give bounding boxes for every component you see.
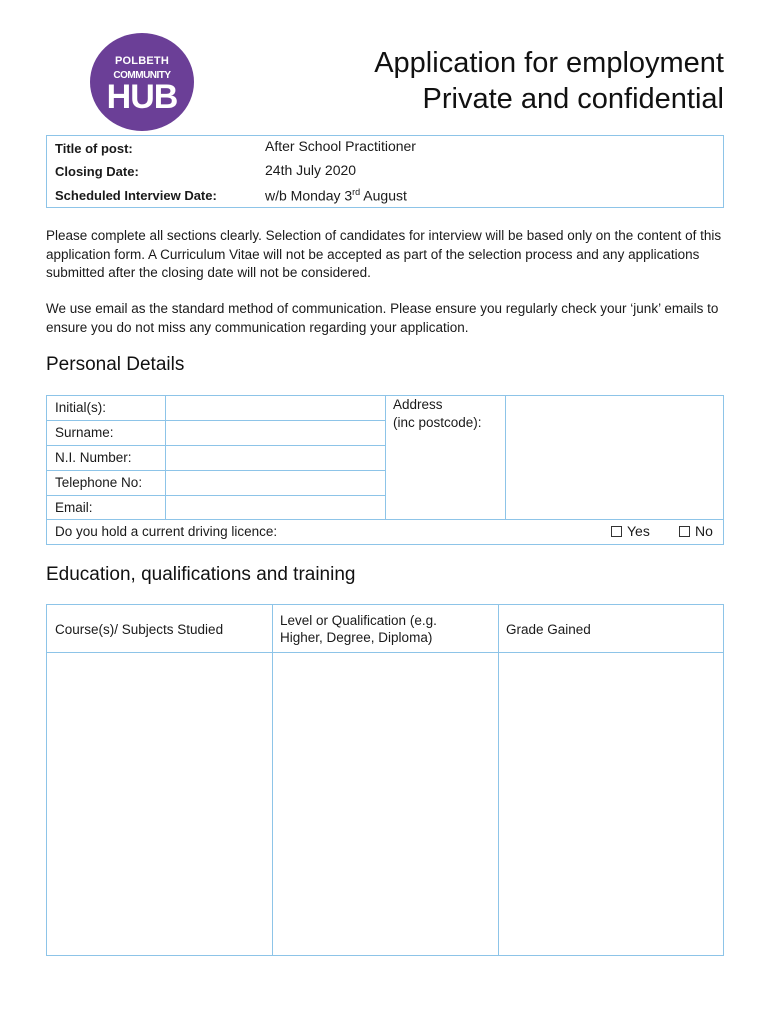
driving-licence-question: Do you hold a current driving licence:	[55, 524, 278, 539]
grade-input-cell[interactable]	[500, 654, 722, 954]
post-row-interview	[47, 184, 723, 208]
level-header-line-1: Level or Qualification (e.g.	[280, 613, 437, 628]
address-label-line-1: Address	[393, 397, 443, 412]
personal-details-table	[46, 395, 724, 545]
intro-paragraph-2: We use email as the standard method of communication. Please ensure you regularly check your ‘junk’ emails to ensure you do not miss any communication regarding your application.	[46, 301, 719, 335]
post-title-value: After School Practitioner	[265, 138, 416, 154]
logo-line-2: COMMUNITY	[113, 70, 171, 81]
interview-date-label: Scheduled Interview Date:	[55, 188, 217, 203]
address-label	[393, 396, 482, 432]
yes-checkbox[interactable]	[611, 526, 622, 537]
closing-date-label: Closing Date:	[55, 164, 139, 179]
education-heading: Education, qualifications and training	[46, 564, 356, 585]
header-divider	[47, 652, 723, 653]
telephone-label: Telephone No:	[55, 475, 143, 490]
title-line-1: Application for employment	[374, 47, 724, 79]
licence-no-option[interactable]	[679, 523, 713, 539]
yes-label: Yes	[627, 523, 650, 539]
interview-date-value-pre: w/b Monday 3	[265, 187, 353, 204]
post-info-box	[46, 135, 724, 208]
address-label-line-2: (inc postcode):	[393, 415, 482, 430]
interview-date-value	[265, 187, 407, 204]
education-table	[46, 604, 724, 956]
closing-date-value: 24th July 2020	[265, 162, 357, 178]
level-header-line-2: Higher, Degree, Diploma)	[280, 630, 433, 645]
post-title-label: Title of post:	[55, 141, 133, 156]
address-field[interactable]	[507, 397, 721, 518]
telephone-field[interactable]	[167, 472, 383, 494]
address-value-divider	[505, 396, 506, 519]
logo	[90, 33, 194, 131]
logo-line-1: POLBETH	[115, 55, 169, 67]
label-column-divider	[165, 396, 166, 519]
grade-column-header: Grade Gained	[506, 622, 591, 637]
level-column-header	[280, 612, 437, 646]
personal-details-heading: Personal Details	[46, 354, 185, 375]
column-divider	[498, 605, 499, 955]
ni-number-label: N.I. Number:	[55, 450, 132, 465]
row-divider	[47, 495, 385, 496]
licence-yes-option[interactable]	[611, 523, 650, 539]
ni-number-field[interactable]	[167, 447, 383, 469]
no-checkbox[interactable]	[679, 526, 690, 537]
surname-label: Surname:	[55, 425, 114, 440]
logo-line-3: HUB	[106, 78, 178, 116]
email-field[interactable]	[167, 497, 383, 518]
document-title	[374, 45, 724, 117]
interview-date-value-sup: rd	[352, 187, 361, 197]
interview-date-value-post: August	[360, 187, 407, 204]
surname-field[interactable]	[167, 422, 383, 444]
intro-paragraph-1: Please complete all sections clearly. Selection of candidates for interview will be based only on the content of this application form. A Curriculum Vitae will not be accepted as part of the selection process and any applications submitted after the closing date will not be considered.	[46, 228, 722, 280]
column-divider	[272, 605, 273, 955]
row-divider	[47, 470, 385, 471]
title-line-2: Private and confidential	[422, 83, 724, 115]
address-column-divider	[385, 396, 386, 519]
level-input-cell[interactable]	[274, 654, 497, 954]
row-divider	[47, 519, 723, 520]
post-row-closing	[47, 160, 723, 184]
email-label: Email:	[55, 500, 93, 515]
initials-field[interactable]	[167, 397, 383, 419]
course-input-cell[interactable]	[48, 654, 271, 954]
no-label: No	[695, 523, 713, 539]
row-divider	[47, 420, 385, 421]
post-row-title	[47, 136, 723, 160]
course-column-header: Course(s)/ Subjects Studied	[55, 622, 224, 637]
initials-label: Initial(s):	[55, 400, 107, 415]
row-divider	[47, 445, 385, 446]
